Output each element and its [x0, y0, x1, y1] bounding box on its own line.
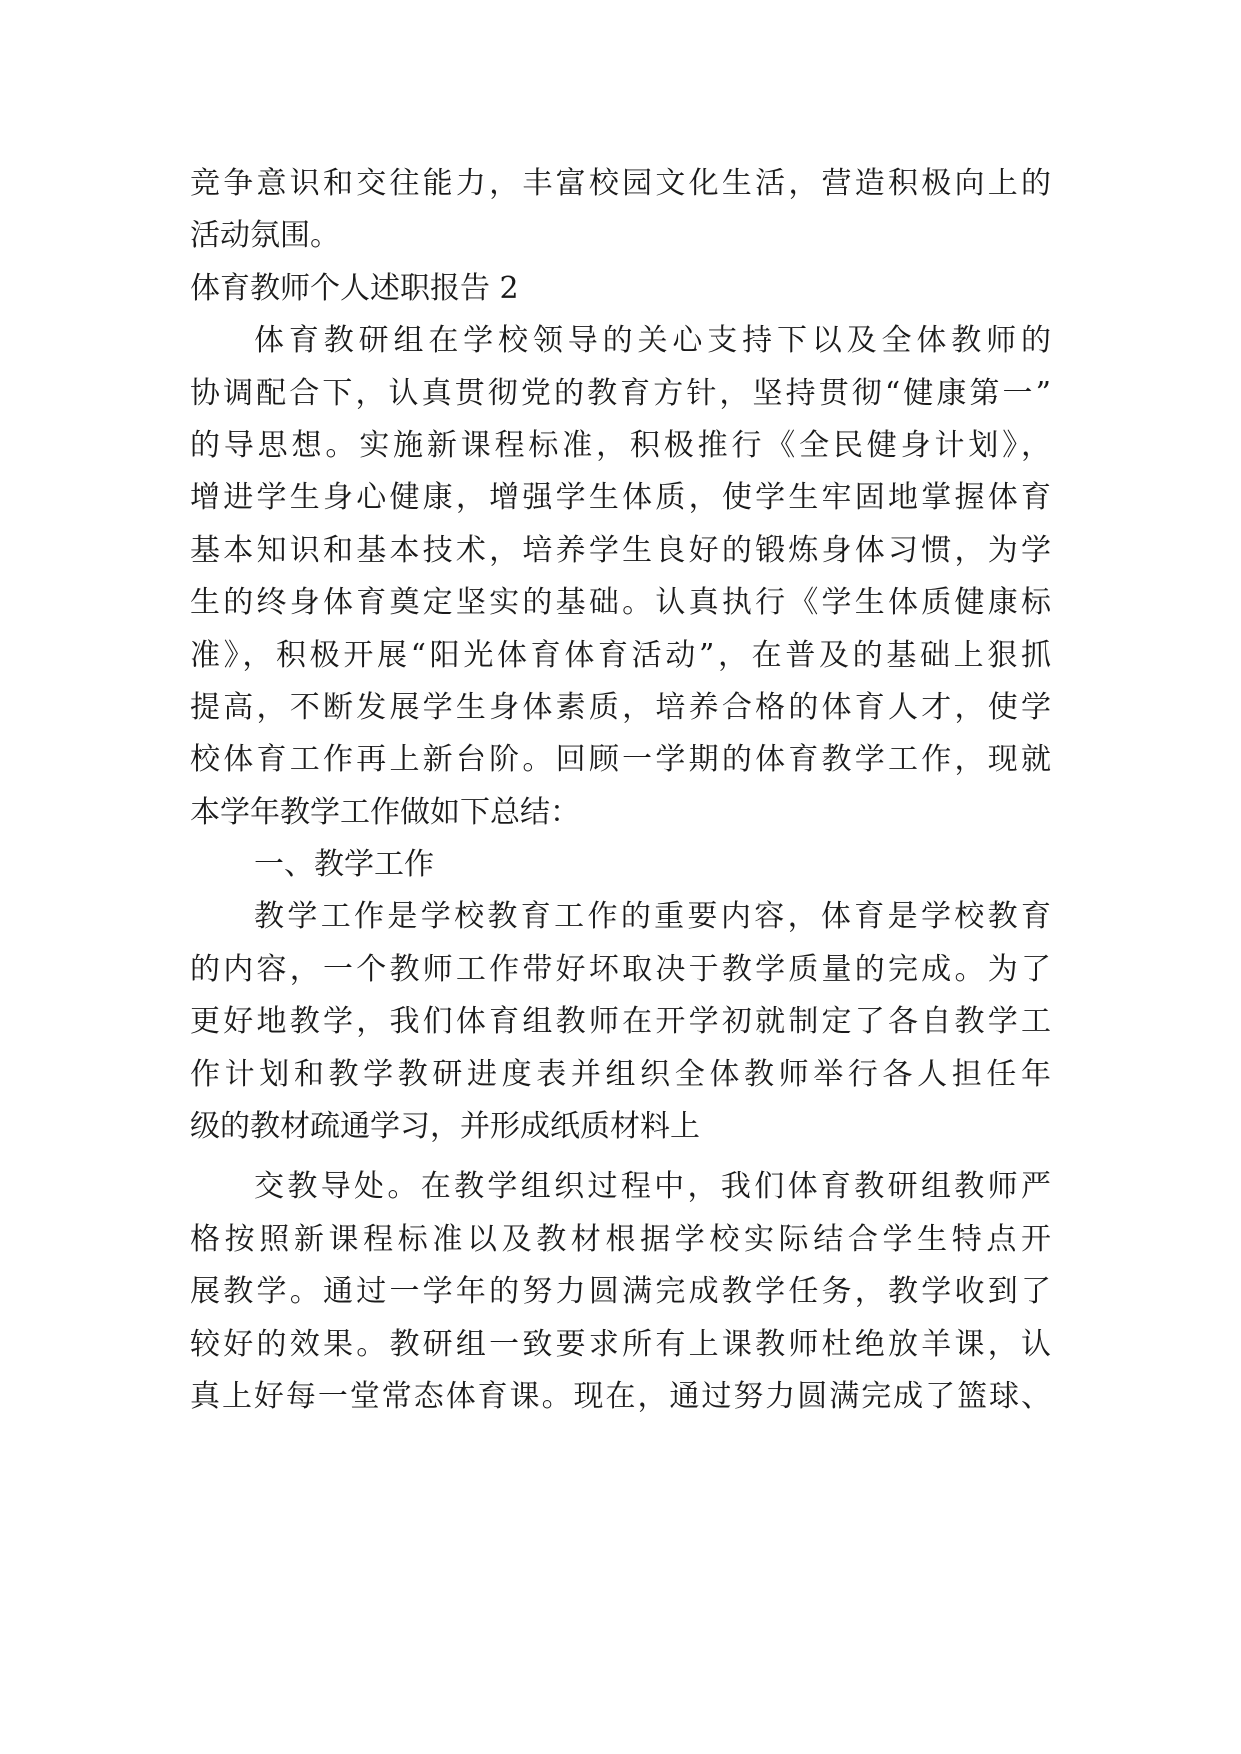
text-line-7: 增进学生身心健康，增强学生体质，使学生牢固地掌握体育	[190, 480, 1051, 516]
text-line-11: 提高，不断发展学生身体素质，培养合格的体育人才，使学	[190, 689, 1051, 725]
paragraph-gap	[190, 1153, 1051, 1161]
text-line-6: 的导思想。实施新课程标准，积极推行《全民健身计划》，	[190, 427, 1051, 463]
text-line-17: 更好地教学，我们体育组教师在开学初就制定了各自教学工	[190, 1004, 1051, 1040]
text-line-1: 竞争意识和交往能力，丰富校园文化生活，营造积极向上的	[190, 166, 1051, 201]
text-line-23: 较好的效果。教研组一致要求所有上课教师杜绝放羊课，认	[190, 1326, 1051, 1362]
text-line-22: 展教学。通过一学年的努力圆满完成教学任务，教学收到了	[190, 1274, 1051, 1310]
text-line-13: 本学年教学工作做如下总结：	[190, 794, 580, 830]
text-line-4: 体育教研组在学校领导的关心支持下以及全体教师的	[254, 323, 1051, 359]
text-line-19: 级的教材疏通学习，并形成纸质材料上	[190, 1109, 700, 1145]
text-line-21: 格按照新课程标准以及教材根据学校实际结合学生特点开	[190, 1221, 1051, 1257]
text-line-5: 协调配合下，认真贯彻党的教育方针，坚持贯彻“健康第一”	[190, 375, 1051, 411]
text-line-9: 生的终身体育奠定坚实的基础。认真执行《学生体质健康标	[190, 585, 1051, 621]
text-line-24: 真上好每一堂常态体育课。现在，通过努力圆满完成了篮球、	[190, 1378, 1051, 1414]
section-heading: 体育教师个人述职报告 2	[190, 270, 519, 306]
text-line-20: 交教导处。在教学组织过程中，我们体育教研组教师严	[254, 1169, 1051, 1205]
text-line-16: 的内容，一个教师工作带好坏取决于教学质量的完成。为了	[190, 951, 1051, 987]
text-line-2: 活动氛围。	[190, 218, 340, 254]
text-line-15: 教学工作是学校教育工作的重要内容，体育是学校教育	[254, 899, 1051, 935]
subsection-heading: 一、教学工作	[254, 847, 434, 883]
text-line-8: 基本知识和基本技术，培养学生良好的锻炼身体习惯，为学	[190, 532, 1051, 568]
text-line-18: 作计划和教学教研进度表并组织全体教师举行各人担任年	[190, 1056, 1051, 1092]
text-line-10: 准》，积极开展“阳光体育体育活动”，在普及的基础上狠抓	[190, 637, 1051, 673]
document-body	[190, 158, 1051, 1423]
text-line-12: 校体育工作再上新台阶。回顾一学期的体育教学工作，现就	[190, 742, 1051, 778]
